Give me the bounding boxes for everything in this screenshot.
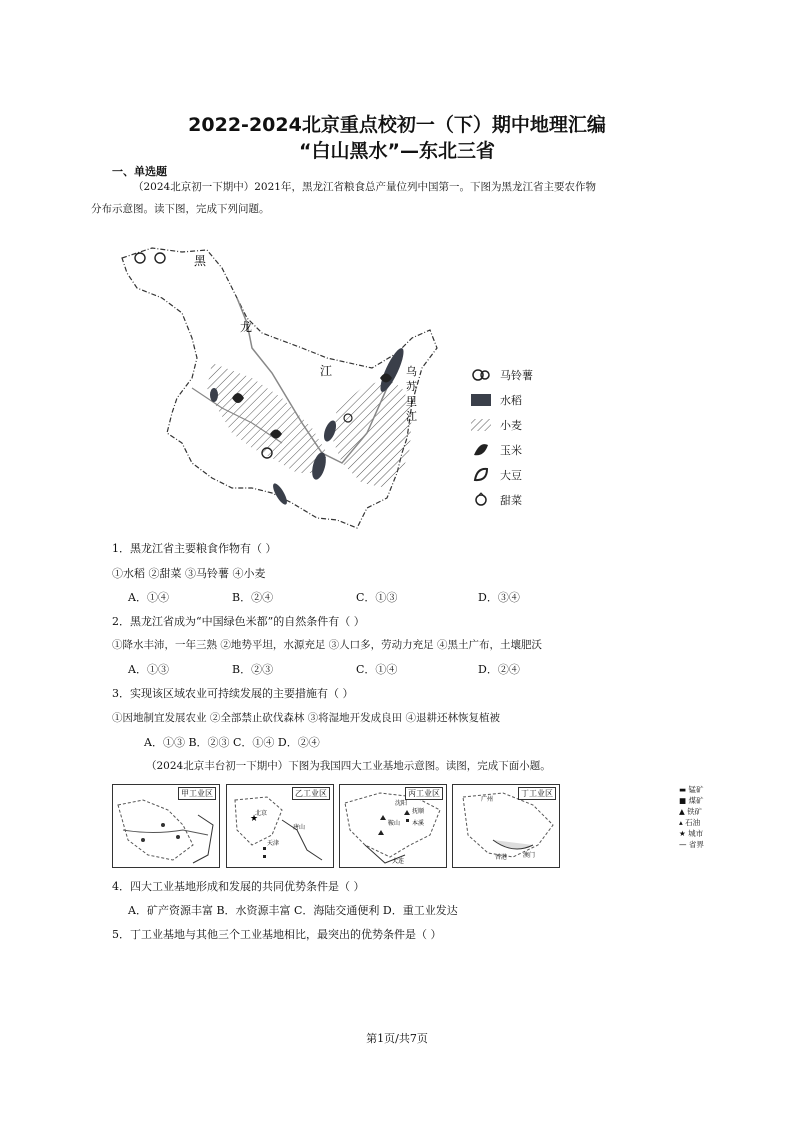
map-label-wusuli-3: 里	[406, 395, 417, 408]
q2-option-b[interactable]: B．②③	[232, 663, 274, 676]
q1-option-c[interactable]: C．①③	[356, 591, 398, 604]
q2-option-a[interactable]: A．①③	[128, 663, 169, 676]
legend-label: 玉米	[500, 443, 522, 457]
q1-items: ①水稻 ②甜菜 ③马铃薯 ④小麦	[112, 567, 266, 580]
map-label-long: 龙	[240, 320, 253, 334]
city-label: 广州	[481, 796, 494, 803]
legend-label: 水稻	[500, 393, 522, 407]
map-label-hei: 黑	[194, 254, 207, 268]
intro-1a: （2024北京初一下期中）2021年，黑龙江省粮食总产量位列中国第一。下图为黑龙江省主要农作物	[133, 181, 596, 193]
legend-coal: ■ 煤矿	[679, 796, 704, 805]
city-label: 澳门	[523, 852, 536, 859]
legend-item	[470, 412, 570, 437]
q1-option-b[interactable]: B．②④	[232, 591, 274, 604]
city-label: 沈阳	[395, 800, 408, 807]
legend-manganese: ▬ 锰矿	[679, 785, 704, 794]
city-label: 抚顺	[412, 808, 425, 815]
legend-item	[470, 462, 570, 487]
legend-item	[470, 387, 570, 412]
legend-item	[470, 362, 570, 387]
q2-option-c[interactable]: C．①④	[356, 663, 398, 676]
map-label-wusuli-2: 苏	[406, 380, 417, 393]
legend-label: 马铃薯	[500, 368, 533, 382]
panel-ding	[452, 784, 560, 868]
legend-city: ★ 城市	[679, 829, 704, 838]
q3-stem: 3．实现该区域农业可持续发展的主要措施有（ ）	[112, 687, 354, 700]
panel-jia	[112, 784, 220, 868]
legend-iron: ▲ 铁矿	[679, 807, 703, 816]
section-heading: 一、单选题	[112, 165, 167, 178]
q4-stem: 4．四大工业基地形成和发展的共同优势条件是（ ）	[112, 880, 365, 893]
city-label: 北京	[255, 810, 268, 817]
q1-option-d[interactable]: D．③④	[478, 591, 520, 604]
panel-yi	[226, 784, 334, 868]
legend-label: 小麦	[500, 418, 522, 432]
wheat-icon	[470, 417, 492, 433]
q3-options[interactable]: A．①③ B．②③ C．①④ D．②④	[144, 736, 320, 749]
legend-item	[470, 487, 570, 512]
page-footer: 第1页/共7页	[366, 1032, 428, 1045]
q3-items: ①因地制宜发展农业 ②全部禁止砍伐森林 ③将湿地开发成良田 ④退耕还林恢复植被	[112, 712, 501, 724]
svg-text:★: ★	[250, 814, 259, 824]
city-label: 天津	[267, 840, 280, 847]
potato-icon	[470, 367, 492, 383]
panel-tag-yi: 乙工业区	[292, 787, 330, 800]
legend-item	[470, 437, 570, 462]
legend-label: 甜菜	[500, 493, 522, 507]
map-label-wusuli-1: 乌	[406, 365, 417, 378]
q5-stem: 5．丁工业基地与其他三个工业基地相比，最突出的优势条件是（ ）	[112, 928, 442, 941]
map-label-jiang: 江	[320, 364, 333, 378]
crop-legend	[470, 362, 570, 512]
city-label: 大连	[392, 858, 405, 865]
q4-options[interactable]: A．矿产资源丰富 B．水资源丰富 C．海陆交通便利 D．重工业发达	[128, 904, 458, 917]
heilongjiang-crop-map	[112, 238, 457, 538]
q1-option-a[interactable]: A．①④	[128, 591, 169, 604]
corn-icon	[470, 442, 492, 458]
city-label: 本溪	[412, 820, 425, 827]
panel-tag-jia: 甲工业区	[178, 787, 216, 800]
q2-items: ①降水丰沛，一年三熟 ②地势平坦，水源充足 ③人口多，劳动力充足 ④黑土广布，土壤肥沃	[112, 639, 543, 651]
legend-label: 大豆	[500, 468, 522, 482]
title-line-2: “白山黑水”—东北三省	[299, 140, 495, 162]
q2-option-d[interactable]: D．②④	[478, 663, 520, 676]
title-line-1: 2022-2024北京重点校初一（下）期中地理汇编	[188, 114, 606, 136]
city-label: 香港	[495, 854, 508, 861]
city-label: 唐山	[293, 824, 306, 831]
city-label: 鞍山	[388, 820, 401, 827]
legend-boundary: — 省界	[679, 840, 704, 849]
intro-paragraph-1	[91, 176, 687, 220]
legend-oil: ▴ 石油	[679, 818, 701, 827]
panel-tag-bing: 丙工业区	[405, 787, 443, 800]
rice-icon	[210, 388, 218, 402]
q2-stem: 2．黑龙江省成为“中国绿色米都”的自然条件有（ ）	[112, 615, 365, 628]
panel-tag-ding: 丁工业区	[518, 787, 556, 800]
industrial-bases-figure	[112, 784, 704, 870]
intro-1b: 分布示意图。读下图，完成下列问题。	[91, 203, 270, 215]
soybean-icon	[470, 467, 492, 483]
intro-paragraph-2: （2024北京丰台初一下期中）下图为我国四大工业基地示意图。读图，完成下面小题。	[146, 760, 551, 772]
map-label-wusuli-4: 江	[406, 410, 417, 423]
q1-stem: 1．黑龙江省主要粮食作物有（ ）	[112, 542, 277, 555]
panel-bing	[339, 784, 447, 868]
beet-icon	[470, 492, 492, 508]
rice-icon	[470, 392, 492, 408]
industry-legend	[679, 784, 709, 850]
